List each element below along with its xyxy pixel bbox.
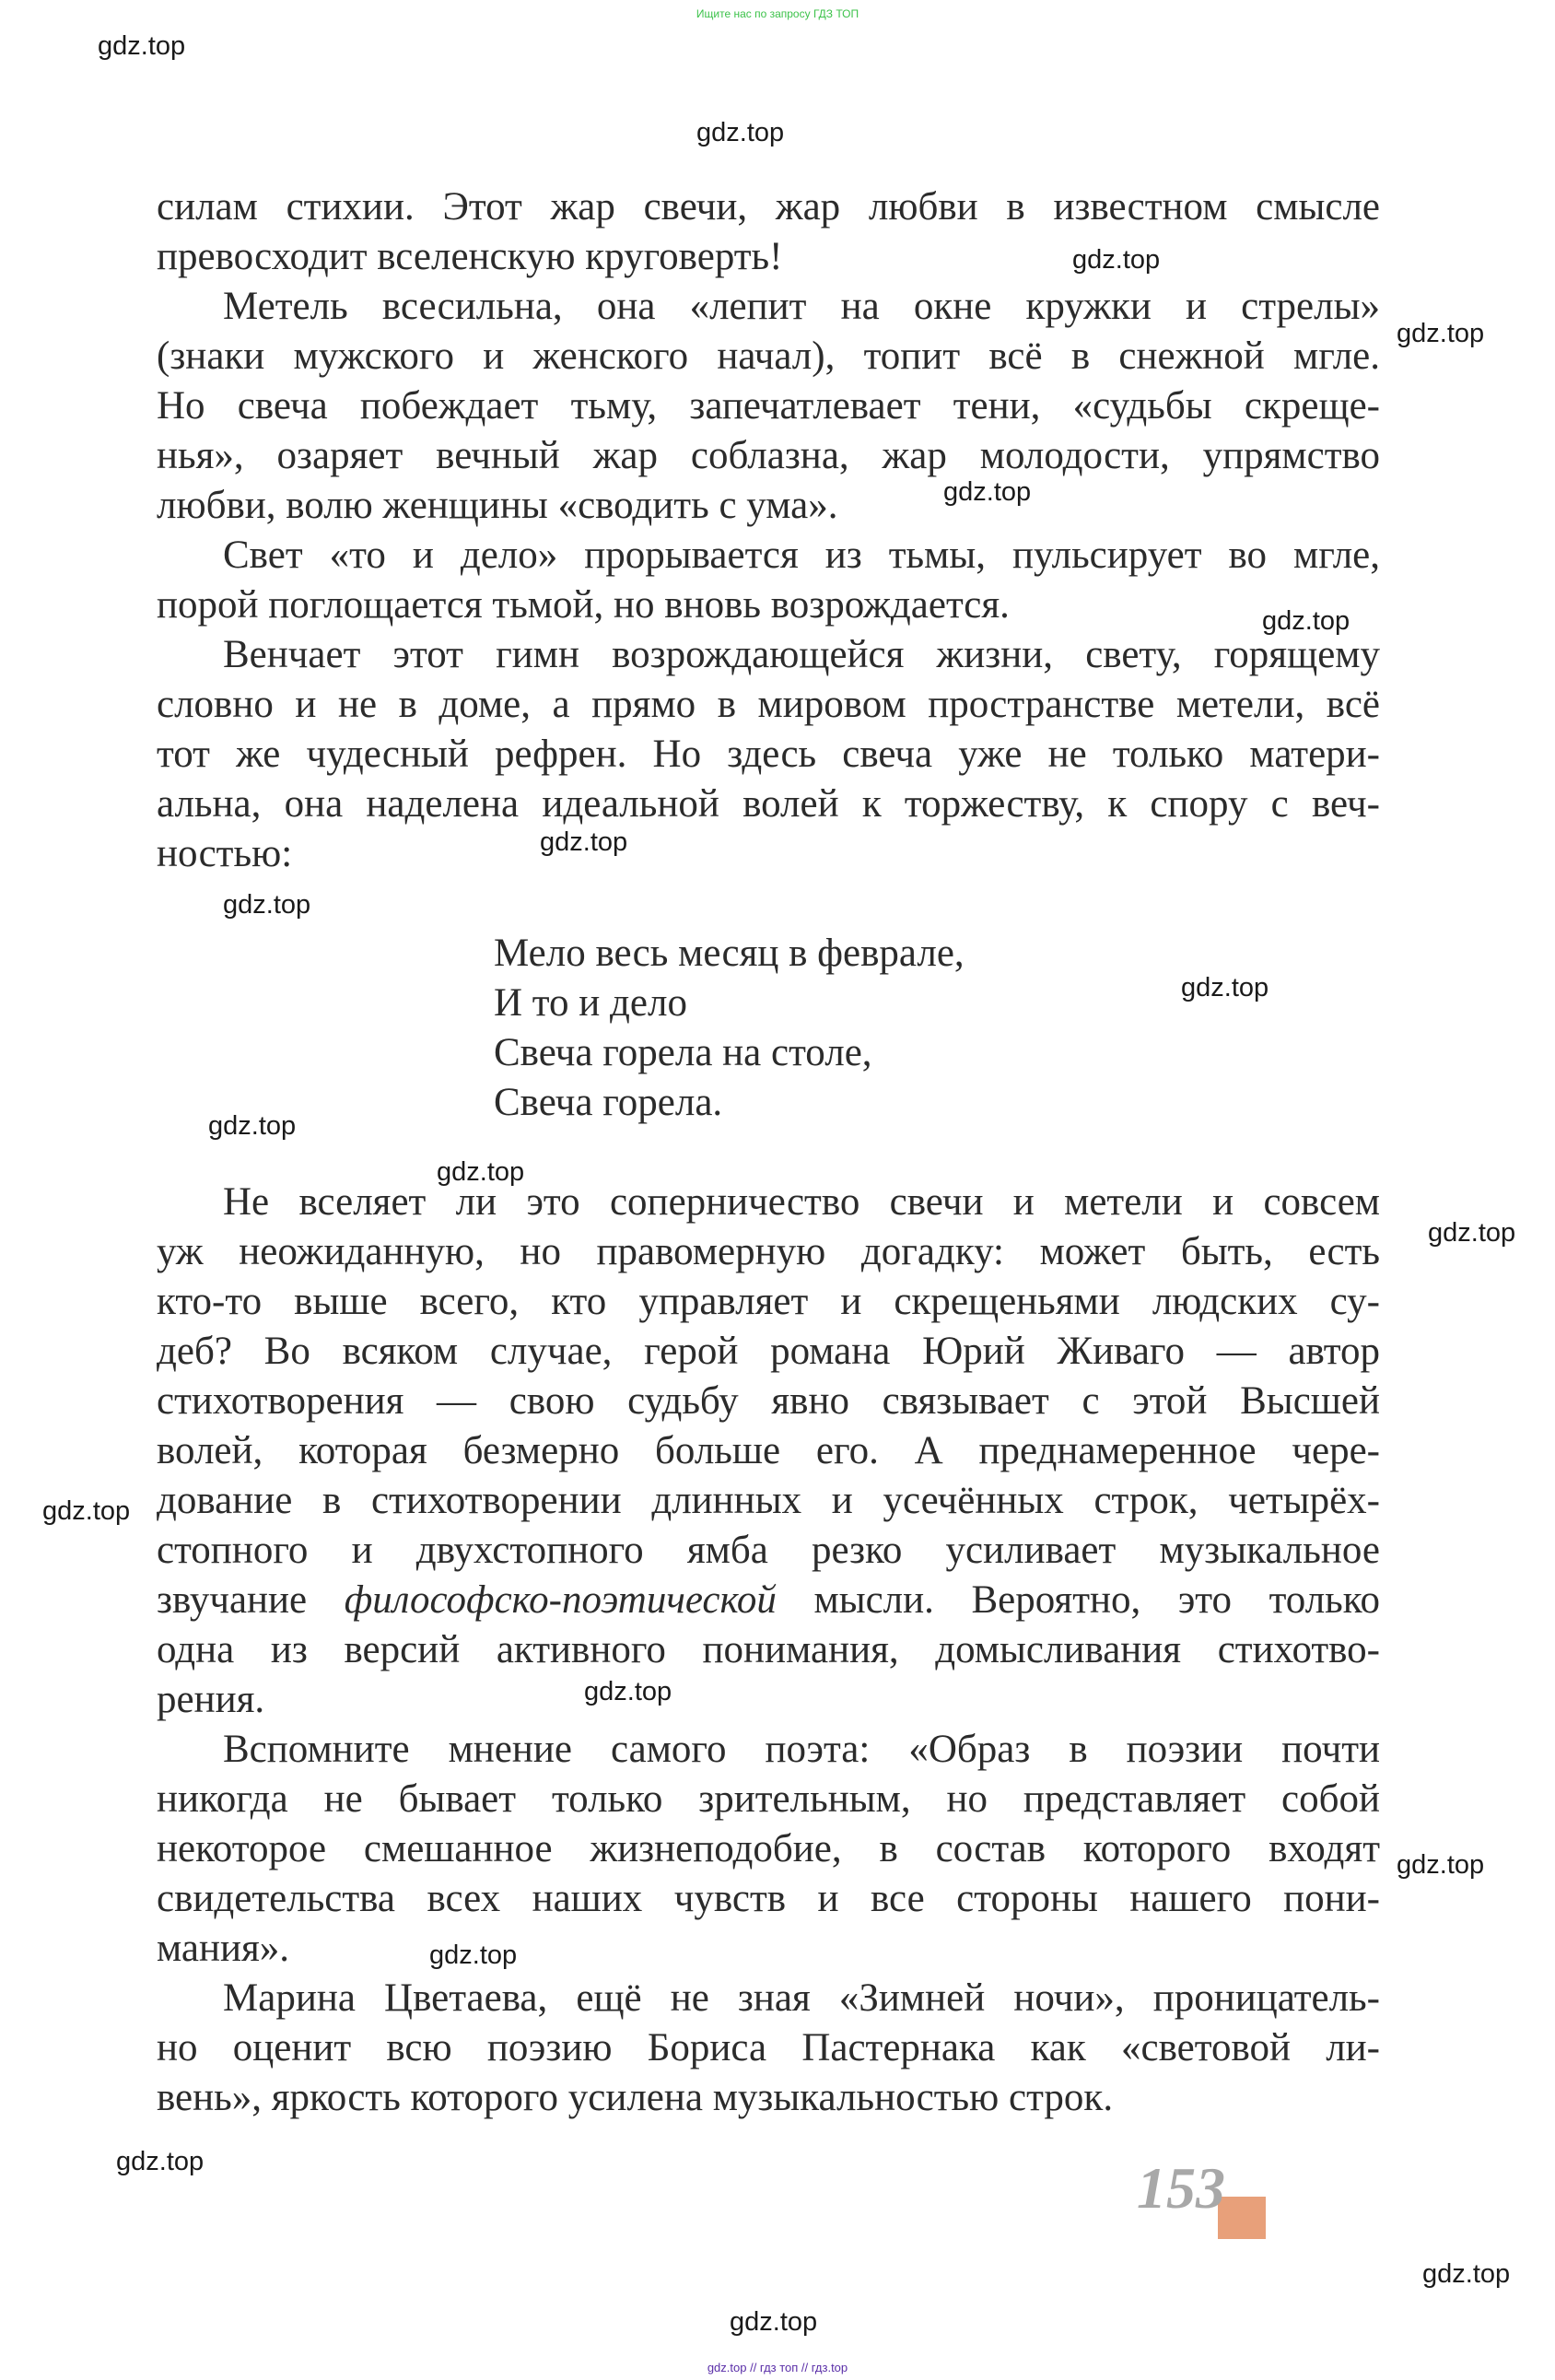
text-line: никогда не бывает только зрительным, но представляет собой (157, 1777, 1380, 1821)
watermark: gdz.top (1181, 973, 1269, 1002)
text-line: Свет «то и дело» прорывается из тьмы, пульсирует во мгле, (223, 533, 1380, 577)
text-run: мысли. Вероятно, это только (776, 1578, 1380, 1622)
text-run: звучание (157, 1578, 345, 1622)
text-line: Но свеча побеждает тьму, запечатлевает тени, «судьбы скреще- (157, 384, 1380, 428)
text-line: силам стихии. Этот жар свечи, жар любви в известном смысле (157, 185, 1380, 229)
text-line: некоторое смешанное жизнеподобие, в состав которого входят (157, 1827, 1380, 1870)
poem-line: И то и дело (494, 981, 687, 1025)
watermark: gdz.top (540, 827, 628, 857)
watermark: gdz.top (730, 2307, 818, 2337)
watermark: gdz.top (943, 477, 1032, 507)
text-line: свидетельства всех наших чувств и все стороны нашего пони- (157, 1877, 1380, 1920)
watermark: gdz.top (116, 2147, 205, 2176)
text-line: стопного и двухстопного ямба резко усиливает музыкальное (157, 1529, 1380, 1572)
watermark: gdz.top (1428, 1218, 1516, 1248)
text-line: уж неожиданную, но правомерную догадку: может быть, есть (157, 1230, 1380, 1273)
poem-line: Свеча горела. (494, 1081, 723, 1124)
watermark: gdz.top (1397, 319, 1485, 348)
text-line: Марина Цветаева, ещё не зная «Зимней ночи», проницатель- (223, 1976, 1380, 2020)
watermark: gdz.top (42, 1496, 131, 1526)
text-line: дование в стихотворении длинных и усечённых строк, четырёх- (157, 1479, 1380, 1522)
watermark: gdz.top (1422, 2259, 1511, 2289)
poem-line: Свеча горела на столе, (494, 1031, 872, 1074)
text-line: деб? Во всяком случае, герой романа Юрий Живаго — автор (157, 1330, 1380, 1373)
watermark: gdz.top (1262, 606, 1350, 636)
text-line: превосходит вселенскую круговерть! (157, 235, 783, 278)
text-line: Метель всесильна, она «лепит на окне кружки и стрелы» (223, 285, 1380, 328)
text-line: словно и не в доме, а прямо в мировом пространстве метели, всё (157, 683, 1380, 726)
top-banner: Ищите нас по запросу ГДЗ ТОП (696, 7, 859, 20)
text-line: альна, она наделена идеальной волей к торжеству, к спору с веч- (157, 782, 1380, 826)
watermark: gdz.top (223, 890, 311, 920)
poem-line: Мело весь месяц в феврале, (494, 932, 965, 975)
bottom-banner: gdz.top // гдз топ // гдз.top (707, 2361, 848, 2374)
watermark: gdz.top (696, 118, 785, 147)
italic-term: философско-поэтической (344, 1578, 777, 1622)
watermark: gdz.top (98, 31, 186, 61)
text-line: вень», яркость которого усилена музыкальностью строк. (157, 2076, 1114, 2119)
text-line: (знаки мужского и женского начал), топит всё в снежной мгле. (157, 334, 1380, 378)
text-line: любви, волю женщины «сводить с ума». (157, 484, 838, 527)
text-line: Вспомните мнение самого поэта: «Образ в поэзии почти (223, 1728, 1380, 1771)
text-line: ностью: (157, 832, 293, 875)
text-line: тот же чудесный рефрен. Но здесь свеча уже не только матери- (157, 733, 1380, 776)
text-line: стихотворения — свою судьбу явно связывает с этой Высшей (157, 1379, 1380, 1423)
text-line-italic (157, 1576, 1380, 1625)
text-line: но оценит всю поэзию Бориса Пастернака как «световой ли- (157, 2026, 1380, 2069)
text-line: нья», озаряет вечный жар соблазна, жар молодости, упрямство (157, 434, 1380, 477)
watermark: gdz.top (208, 1111, 297, 1141)
text-line: одна из версий активного понимания, домысливания стихотво- (157, 1628, 1380, 1671)
text-line: порой поглощается тьмой, но вновь возрождается. (157, 583, 1010, 627)
watermark: gdz.top (437, 1157, 525, 1187)
text-line: волей, которая безмерно больше его. А преднамеренное чере- (157, 1429, 1380, 1472)
watermark: gdz.top (429, 1940, 518, 1970)
text-line: Венчает этот гимн возрождающейся жизни, свету, горящему (223, 633, 1380, 676)
watermark: gdz.top (584, 1677, 672, 1706)
text-line: Не вселяет ли это соперничество свечи и метели и совсем (223, 1180, 1380, 1224)
page-number: 153 (1137, 2155, 1225, 2221)
text-line: мания». (157, 1927, 290, 1970)
watermark: gdz.top (1072, 245, 1161, 275)
text-line: кто-то выше всего, кто управляет и скрещеньями людских су- (157, 1280, 1380, 1323)
watermark: gdz.top (1397, 1850, 1485, 1880)
text-line: рения. (157, 1678, 265, 1721)
